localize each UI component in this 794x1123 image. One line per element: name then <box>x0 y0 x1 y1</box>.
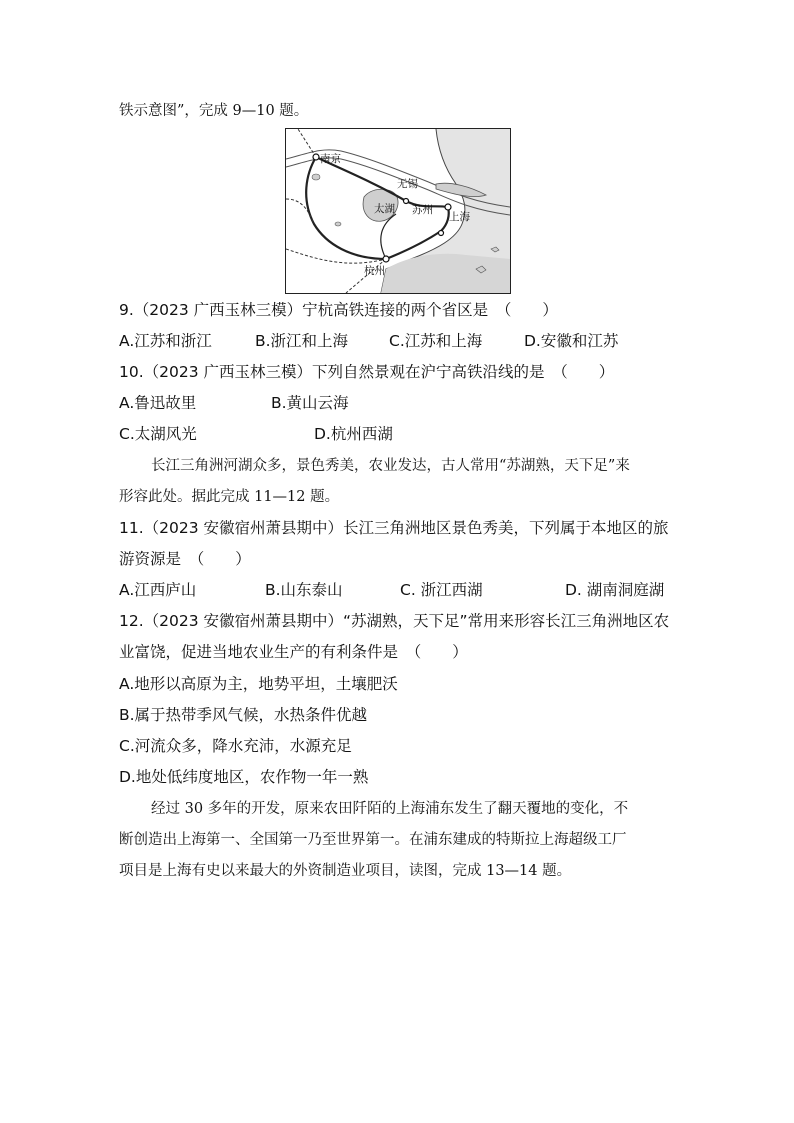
map-label-shanghai: 上海 <box>449 211 470 223</box>
railway-map <box>285 128 511 294</box>
q12-option-c[interactable]: C.河流众多，降水充沛，水源充足 <box>119 737 352 755</box>
q10-option-c[interactable]: C.太湖风光 <box>119 425 197 443</box>
q11-option-d[interactable]: D. 湖南洞庭湖 <box>565 581 665 599</box>
map-label-hangzhou: 杭州 <box>364 265 385 277</box>
intro-tail-text: 铁示意图”，完成 9—10 题。 <box>119 103 309 119</box>
map-label-nanjing: 南京 <box>320 153 341 165</box>
para2-line3: 项目是上海有史以来最大的外资制造业项目，读图，完成 13—14 题。 <box>119 863 572 879</box>
q10-option-d[interactable]: D.杭州西湖 <box>314 425 393 443</box>
para1-line2: 形容此处。据此完成 11—12 题。 <box>119 489 340 505</box>
q9-option-c[interactable]: C.江苏和上海 <box>389 332 483 350</box>
q12-stem-line1: 12.（2023 安徽宿州萧县期中）“苏湖熟，天下足”常用来形容长江三角洲地区农 <box>119 612 670 630</box>
q9-option-b[interactable]: B.浙江和上海 <box>255 332 349 350</box>
q11-option-a[interactable]: A.江西庐山 <box>119 581 197 599</box>
q11-option-c[interactable]: C. 浙江西湖 <box>400 581 483 599</box>
q12-option-b[interactable]: B.属于热带季风气候，水热条件优越 <box>119 706 368 724</box>
q12-option-d[interactable]: D.地处低纬度地区，农作物一年一熟 <box>119 768 369 786</box>
q11-option-b[interactable]: B.山东泰山 <box>265 581 343 599</box>
q10-option-a[interactable]: A.鲁迅故里 <box>119 394 197 412</box>
q9-option-a[interactable]: A.江苏和浙江 <box>119 332 212 350</box>
para2-line1: 经过 30 多年的开发，原来农田阡陌的上海浦东发生了翻天覆地的变化，不 <box>151 801 629 817</box>
q11-stem-line2: 游资源是 （ ） <box>119 550 251 568</box>
q12-option-a[interactable]: A.地形以高原为主，地势平坦，土壤肥沃 <box>119 675 398 693</box>
para2-line2: 断创造出上海第一、全国第一乃至世界第一。在浦东建成的特斯拉上海超级工厂 <box>119 832 627 848</box>
q10-option-b[interactable]: B.黄山云海 <box>271 394 349 412</box>
q9-stem: 9.（2023 广西玉林三模）宁杭高铁连接的两个省区是 （ ） <box>119 301 558 319</box>
q9-option-d[interactable]: D.安徽和江苏 <box>524 332 619 350</box>
map-label-suzhou: 苏州 <box>412 204 433 216</box>
q12-stem-line2: 业富饶，促进当地农业生产的有利条件是 （ ） <box>119 643 468 661</box>
q10-stem: 10.（2023 广西玉林三模）下列自然景观在沪宁高铁沿线的是 （ ） <box>119 363 615 381</box>
map-label-wuxi: 无锡 <box>397 178 418 190</box>
q11-stem-line1: 11.（2023 安徽宿州萧县期中）长江三角洲地区景色秀美，下列属于本地区的旅 <box>119 519 669 537</box>
map-label-taihu: 太湖 <box>374 203 395 215</box>
para1-line1: 长江三角洲河湖众多，景色秀美，农业发达，古人常用“苏湖熟，天下足”来 <box>151 458 630 474</box>
